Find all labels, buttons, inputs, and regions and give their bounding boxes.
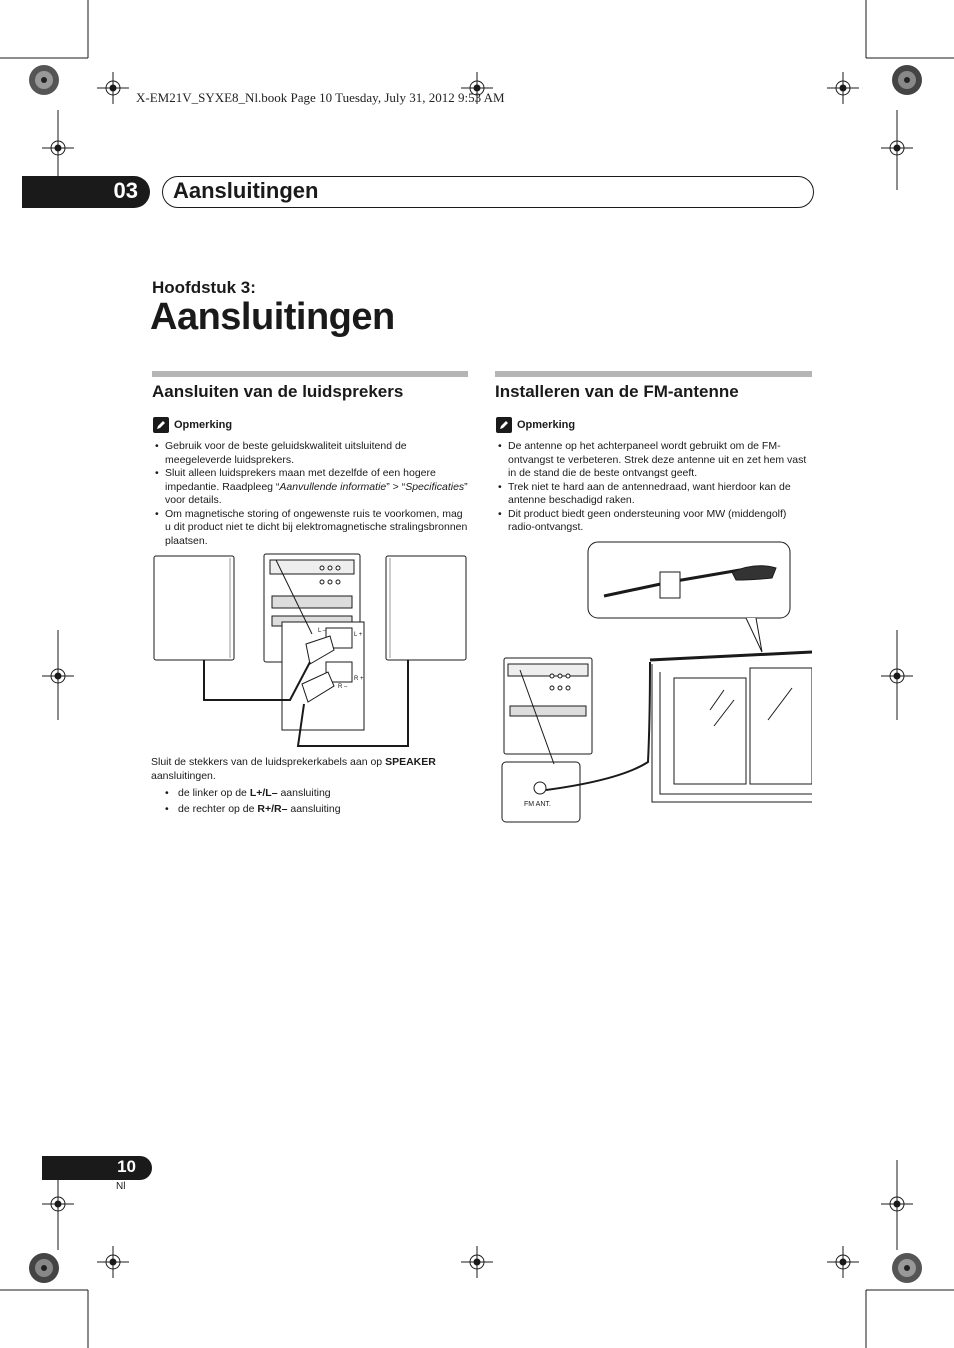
section-bar-right: [495, 371, 812, 377]
note-label: Opmerking: [174, 419, 233, 431]
section-bar-left: [152, 371, 468, 377]
terminal-r-minus: R –: [338, 684, 348, 690]
section-title-fm-antenna: Installeren van de FM-antenne: [495, 382, 739, 401]
list-item: • Gebruik voor de beste geluidskwaliteit uitsluitend de meegeleverde luidsprekers.: [152, 440, 470, 467]
language-code: Nl: [116, 1181, 126, 1192]
page-number: 10: [117, 1157, 136, 1176]
speaker-connection-illustration: [150, 552, 468, 750]
book-header: X-EM21V_SYXE8_Nl.book Page 10 Tuesday, July 31, 2012 9:53 AM: [136, 90, 505, 105]
page-number-tab: [42, 1156, 152, 1180]
terminal-l-minus: L –: [318, 628, 327, 634]
chapter-kicker: Hoofdstuk 3:: [152, 278, 256, 297]
notes-list-right: [495, 440, 813, 535]
fm-ant-label: FM ANT.: [524, 801, 551, 808]
list-item: • de rechter op de R+/R– aansluiting: [151, 801, 469, 817]
list-item: • Sluit alleen luidsprekers maan met dezelfde of een hogere impedantie. Raadpleeg “Aanvullende informatie” > “Specificaties” voor details.: [152, 467, 470, 508]
terminal-r-plus: R +: [354, 676, 364, 682]
list-item: • Trek niet te hard aan de antennedraad, want hierdoor kan de antenne beschadigd raken.: [495, 481, 813, 508]
page-title: Aansluitingen: [150, 296, 395, 338]
section-title-speakers: Aansluiten van de luidsprekers: [152, 382, 404, 401]
note-pencil-icon: [153, 417, 169, 433]
chapter-title-bar: [162, 176, 814, 208]
speaker-caption: Sluit de stekkers van de luidsprekerkabels aan op SPEAKER aansluitingen.: [151, 756, 436, 782]
list-item: • De antenne op het achterpaneel wordt gebruikt om de FM-ontvangst te verbeteren. Strek deze antenne uit en zet hem vast in de stand die de beste ontvangst geeft.: [495, 440, 813, 481]
list-item: • de linker op de L+/L– aansluiting: [151, 785, 469, 801]
list-item: • Om magnetische storing of ongewenste ruis te voorkomen, mag u dit product niet te dicht bij elektromagnetische stralingsbronnen plaatsen.: [152, 508, 470, 549]
note-heading-left: [153, 417, 232, 433]
chapter-number: 03: [113, 178, 138, 203]
note-heading-right: [496, 417, 575, 433]
note-label: Opmerking: [517, 419, 576, 431]
fm-antenna-illustration: [500, 540, 812, 826]
note-pencil-icon: [496, 417, 512, 433]
chapter-number-tab: [22, 176, 150, 208]
chapter-title: Aansluitingen: [173, 178, 319, 203]
list-item: • Dit product biedt geen ondersteuning voor MW (middengolf) radio-ontvangst.: [495, 508, 813, 535]
terminal-l-plus: L +: [354, 632, 363, 638]
speaker-terminal-list: [151, 785, 469, 817]
notes-list-left: [152, 440, 470, 548]
